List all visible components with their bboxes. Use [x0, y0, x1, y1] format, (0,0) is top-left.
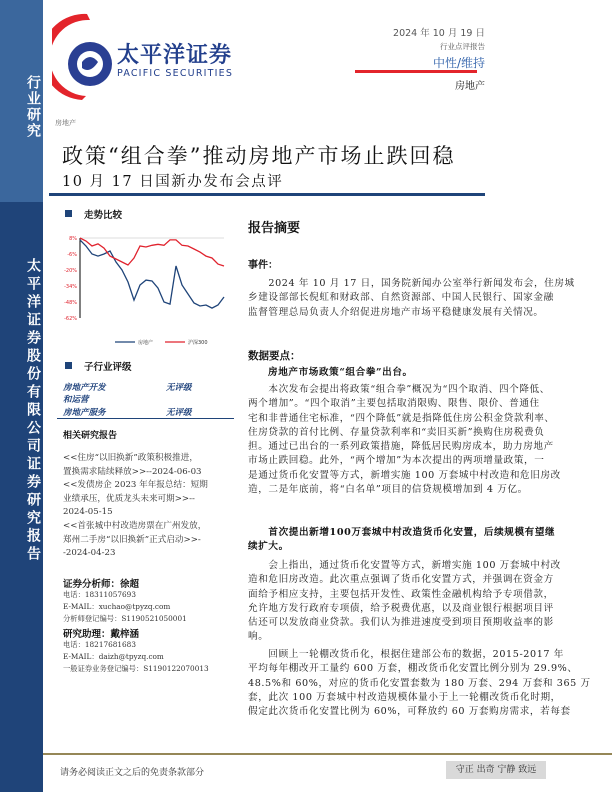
sidebar-label-industry-research: 行业研究 — [25, 75, 41, 139]
header-red-rule — [355, 70, 477, 73]
point2-paragraph — [248, 559, 561, 645]
related-report-line[interactable]: <<发债房企 2023 年年报总结：短期 — [63, 480, 208, 491]
analyst-email[interactable]: E-MAIL：xuchao@tpyzq.com — [63, 602, 171, 611]
text-line: 回顾上一轮棚改货币化，根据住建部公布的数据，2015-2017 年 — [248, 649, 564, 660]
assistant-phone: 电话：18217681683 — [63, 640, 136, 649]
related-report-line[interactable]: -2024-04-23 — [63, 548, 116, 559]
assistant-info — [63, 639, 209, 675]
text-line: 住房贷款的首付比例、存量贷款利率和“卖旧买新”换购住房税费负 — [248, 426, 545, 438]
related-report-line[interactable]: 置换需求陆续释放>>--2024-06-03 — [63, 466, 202, 477]
y-tick-label: -34% — [64, 284, 77, 290]
title-rule — [49, 193, 485, 196]
analyst-info — [63, 589, 187, 625]
text-line: 本次发布会提出将政策“组合拳”概况为“四个取消、四个降低、 — [248, 384, 550, 395]
legend-label: 沪深300 — [188, 340, 208, 346]
point1-paragraph — [248, 383, 561, 497]
text-line: 监督管理总局负责人介绍促进房地产市场平稳健康发展有关情况。 — [248, 306, 544, 318]
report-date: 2024 年 10 月 19 日 — [393, 28, 485, 39]
related-report-line[interactable]: <<首张城中村改造房票在广州发放， — [63, 520, 207, 531]
text-line: 面给予相应支持，主要包括开发性、政策性金融机构给予专项借款， — [248, 588, 554, 600]
legend-label: 房地产 — [138, 340, 154, 346]
text-line: 市场止跌回稳。此外，“两个增加”为本次提出的两项增量政策，一 — [248, 455, 545, 467]
text-line: 响。 — [248, 631, 269, 643]
sub-industry-name: 房地产服务 — [63, 408, 106, 418]
point2-heading — [248, 526, 555, 555]
text-line: 估还可以发放商业贷款。我们认为推进速度受到项目预期收益率的影 — [248, 617, 554, 629]
page-title: 政策“组合拳”推动房地产市场止跌回稳 — [62, 144, 456, 168]
points-heading: 数据要点： — [248, 350, 301, 362]
summary-heading: 报告摘要 — [248, 221, 301, 236]
text-line: 假定此次货币化安置比例为 60%，可释放约 60 万套购房需求，若每套 — [248, 706, 571, 718]
text-line: 首次提出新增100万套城中村改造货币化安置，后续规模有望继 — [248, 527, 556, 538]
assistant-title: 研究助理：戴梓涵 — [63, 629, 140, 640]
trend-chart — [55, 230, 235, 350]
text-line: 乡建设部部长倪虹和财政部、自然资源部、中国人民银行、国家金融 — [248, 292, 554, 304]
logo-icon — [52, 12, 114, 102]
assistant-reg: 一般证券业务登记编号：S1190122070013 — [63, 664, 209, 673]
text-line: 允许地方发行政府专项债，给予税费优惠，以及商业银行根据项目评 — [248, 602, 554, 614]
related-reports[interactable] — [63, 452, 208, 561]
page-subtitle: 10 月 17 日国新办发布会点评 — [62, 174, 284, 190]
y-tick-label: -20% — [64, 268, 77, 274]
rating-rule — [57, 418, 234, 419]
text-line: 套，此次 100 万套城中村改造规模体量小于上一轮棚改货币化时期， — [248, 691, 561, 703]
text-line: 平均每年棚改开工量约 600 万套，棚改货币化安置比例分别为 29.9%、 — [248, 663, 578, 675]
sub-rating-heading: 子行业评级 — [84, 362, 132, 373]
related-heading: 相关研究报告 — [63, 431, 118, 441]
sidebar-label-company: 太平洋证券股份有限公司证券研究报告 — [25, 258, 41, 564]
series-line-real-estate — [80, 240, 224, 308]
text-line: 2024 年 10 月 17 日，国务院新闻办公室举行新闻发布会，住房城 — [248, 278, 575, 289]
y-tick-label: -62% — [64, 316, 77, 322]
y-tick-label: -48% — [64, 300, 77, 306]
bullet-square-icon — [65, 362, 72, 369]
sub-industry-name: 房地产开发 — [63, 383, 106, 393]
event-paragraph — [248, 277, 575, 320]
related-report-line[interactable]: 2024-05-15 — [63, 507, 113, 518]
category-label: 房地产 — [55, 119, 76, 127]
brand-name-en: PACIFIC SECURITIES — [117, 68, 234, 79]
industry-label: 房地产 — [455, 81, 485, 92]
related-report-line[interactable]: <<住房“以旧换新”政策积极推进， — [63, 453, 198, 463]
text-line: 会上指出，通过货币化安置等方式，新增实施 100 万套城中村改 — [248, 560, 561, 571]
bullet-square-icon — [65, 210, 72, 217]
text-line: 造和危旧房改造。此次重点强调了货币化安置方式，并强调在资金方 — [248, 574, 554, 586]
sub-industry-rating: 无评级 — [166, 408, 192, 418]
footer-slogan: 守正 出奇 宁静 致远 — [446, 761, 546, 779]
y-tick-label: 8% — [69, 236, 77, 242]
footer-disclaimer: 请务必阅读正文之后的免责条款部分 — [60, 768, 205, 778]
y-tick-label: -6% — [67, 252, 77, 258]
text-line: 48.5%和 60%，对应的货币化安置套数为 180 万套、294 万套和 365 万 — [248, 677, 591, 689]
trend-heading: 走势比较 — [84, 210, 123, 221]
analyst-title: 证券分析师：徐超 — [63, 579, 140, 590]
related-report-line[interactable]: 郑州二手房“以旧换新”正式启动>>- — [63, 534, 201, 545]
point3-paragraph — [248, 648, 591, 719]
event-heading: 事件： — [248, 260, 278, 271]
report-type: 行业点评报告 — [440, 42, 485, 51]
brand-name-cn: 太平洋证券 — [117, 43, 233, 68]
rating: 中性/维持 — [432, 56, 485, 70]
sub-industry-rating: 无评级 — [166, 383, 192, 393]
text-line: 两个增加”。“四个取消”主要包括取消限购、限售、限价、普通住 — [248, 398, 540, 410]
analyst-reg: 分析师登记编号：S1190521050001 — [63, 614, 187, 623]
analyst-phone: 电话：18311057693 — [63, 590, 136, 599]
text-line: 造，二是年底前，将“白名单”项目的信贷规模增加到 4 万亿。 — [248, 484, 528, 496]
assistant-email[interactable]: E-MAIL：daizh@tpyzq.com — [63, 652, 164, 661]
related-report-line[interactable]: 业绩承压，优质龙头未来可期>>-- — [63, 493, 195, 504]
point1-heading: 房地产市场政策“组合拳”出台。 — [268, 367, 413, 378]
text-line: 宅和非普通住宅标准，“四个降低”就是指降低住房公积金贷款利率、 — [248, 412, 555, 424]
sub-industry-name-cont: 和运营 — [63, 395, 89, 405]
series-line-hs300 — [80, 238, 224, 266]
text-line: 担。通过已出台的一系列政策措施，降低居民购房成本，助力房地产 — [248, 441, 554, 453]
text-line: 续扩大。 — [248, 541, 289, 553]
footer-rule — [43, 753, 612, 755]
text-line: 是通过货币化安置等方式，新增实施 100 万套城中村改造和危旧房改 — [248, 469, 561, 481]
